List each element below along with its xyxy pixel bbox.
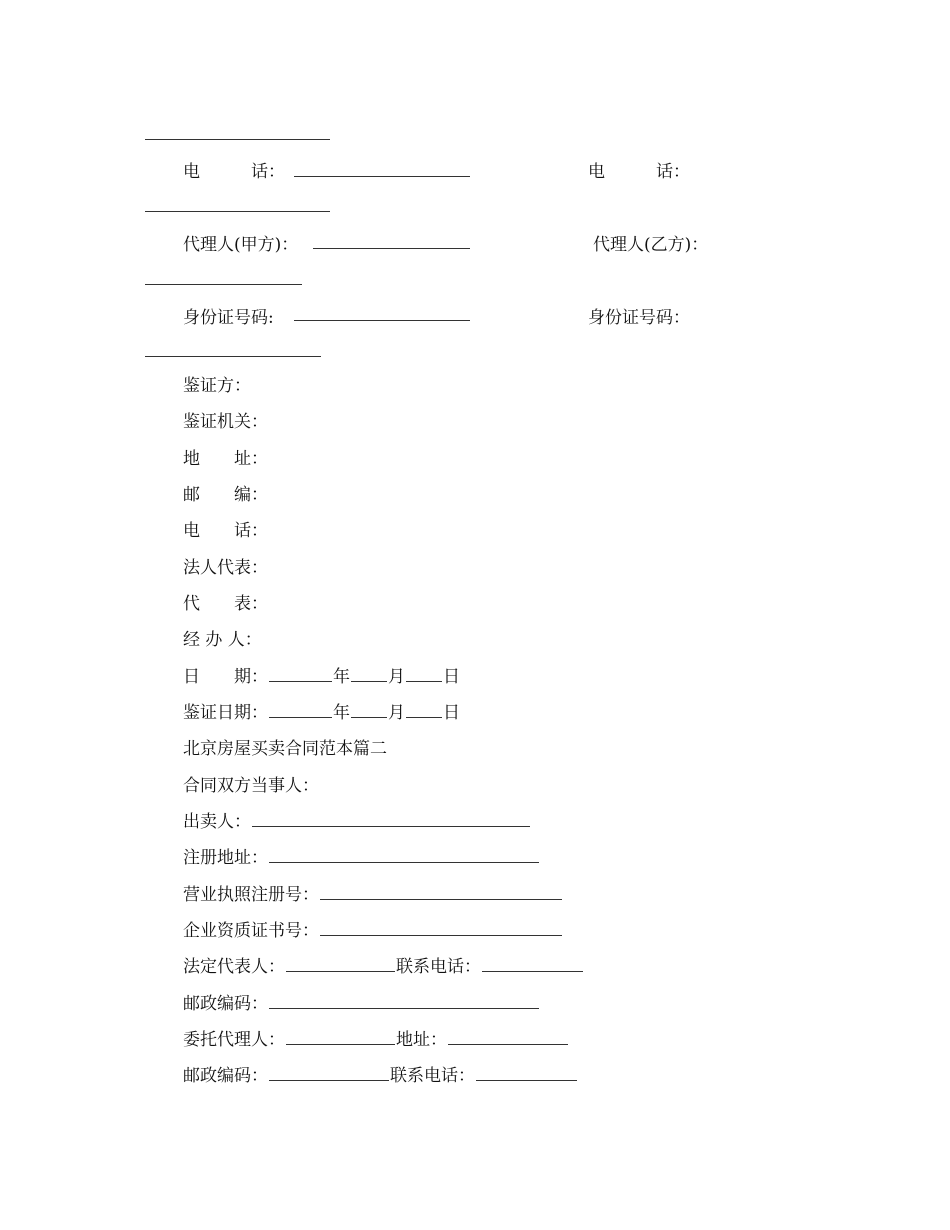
section-heading: 北京房屋买卖合同范本篇二 [183,739,387,759]
contact-phone2-label: 联系电话： [390,1066,475,1086]
notary-item: 代 表： [183,594,268,614]
left-agent-label: 代理人(甲方)： [183,235,299,255]
contact-phone-blank[interactable] [482,970,583,972]
notary-date-row [183,703,460,723]
notary-item: 地 址： [183,449,268,469]
left-id-label: 身份证号码: [183,308,274,328]
agent-blank[interactable] [286,1043,395,1045]
notary-item: 鉴证机关： [183,412,268,432]
left-agent-blank[interactable] [313,248,470,249]
seller-blank[interactable] [252,825,530,827]
notary-item: 电 话： [183,521,268,541]
day-blank[interactable] [406,680,442,682]
date-label: 日 期： [183,667,268,687]
notary-title: 鉴证方： [183,376,251,396]
year-label: 年 [333,703,350,723]
agent-label: 委托代理人： [183,1030,285,1050]
right-phone-blank[interactable] [145,211,330,212]
contact-phone2-blank[interactable] [476,1079,577,1081]
left-phone-label: 电 话： [183,162,285,182]
seller-label: 出卖人： [183,812,251,832]
notary-date-label: 鉴证日期： [183,703,268,723]
qualification-label: 企业资质证书号： [183,921,319,941]
postcode-row [183,994,540,1014]
notary-item: 经 办 人： [183,630,262,650]
month-label: 月 [388,667,405,687]
license-row [183,885,563,905]
day-label: 日 [443,667,460,687]
agent-row [183,1030,569,1050]
year-blank[interactable] [269,680,332,682]
legal-rep-row [183,957,584,977]
notary-item: 邮 编： [183,485,268,505]
legal-rep-label: 法定代表人： [183,957,285,977]
legal-rep-blank[interactable] [286,970,395,972]
notary-item: 法人代表： [183,558,268,578]
license-blank[interactable] [320,898,562,900]
postcode-label: 邮政编码： [183,994,268,1014]
right-id-label: 身份证号码： [588,308,690,328]
reg-address-blank[interactable] [269,861,539,863]
qualification-blank[interactable] [320,934,562,936]
right-agent-label: 代理人(乙方)： [593,235,709,255]
day-label: 日 [443,703,460,723]
contact-phone-label: 联系电话： [396,957,481,977]
month-blank[interactable] [351,680,387,682]
year-blank[interactable] [269,716,332,718]
left-id-blank[interactable] [294,320,470,321]
month-blank[interactable] [351,716,387,718]
postcode-blank[interactable] [269,1007,539,1009]
postcode2-label: 邮政编码： [183,1066,268,1086]
address-label: 地址： [396,1030,447,1050]
left-phone-blank[interactable] [294,176,470,177]
right-id-blank[interactable] [145,356,321,357]
postcode2-row [183,1066,578,1086]
parties-label: 合同双方当事人： [183,776,319,796]
reg-address-row [183,848,540,868]
year-label: 年 [333,667,350,687]
day-blank[interactable] [406,716,442,718]
date-row [183,667,460,687]
right-agent-blank[interactable] [145,284,302,285]
postcode2-blank[interactable] [269,1079,389,1081]
month-label: 月 [388,703,405,723]
right-phone-label: 电 话： [588,162,690,182]
qualification-row [183,921,563,941]
blank-line [145,139,330,140]
license-label: 营业执照注册号： [183,885,319,905]
address-blank[interactable] [448,1043,568,1045]
reg-address-label: 注册地址： [183,848,268,868]
seller-row [183,812,531,832]
